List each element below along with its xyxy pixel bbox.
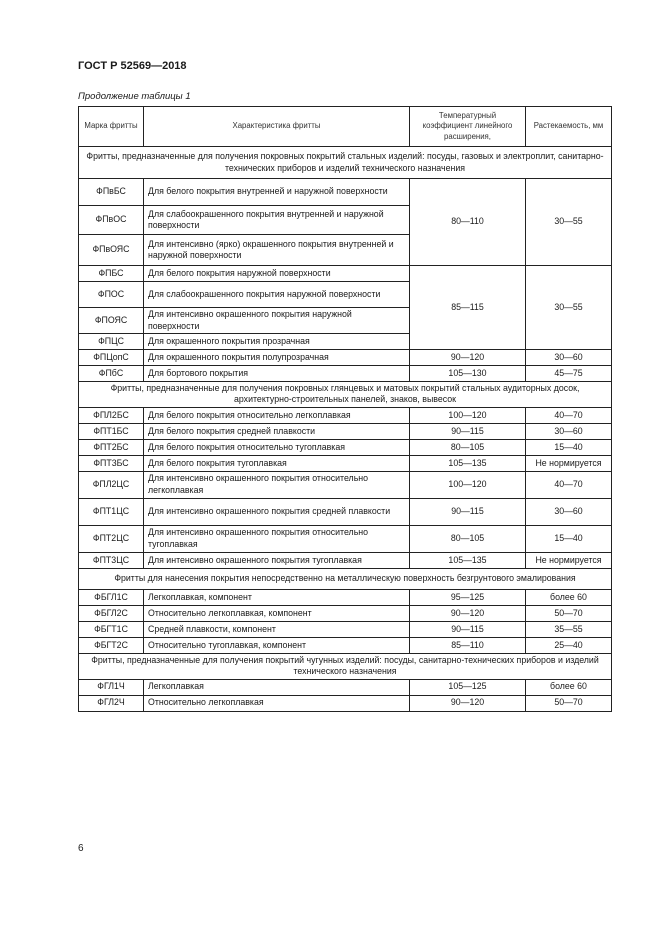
table-row (79, 179, 612, 206)
table-row (79, 439, 612, 455)
header-flow: Растекаемость, мм (526, 107, 612, 147)
frit-characteristic: Относительно тугоплавкая, компонент (144, 637, 410, 653)
flow-value: 15—40 (526, 525, 612, 552)
frit-grade: ФПТ2БС (79, 439, 144, 455)
frit-characteristic: Для белого покрытия наружной поверхности (144, 266, 410, 282)
page-number: 6 (78, 843, 84, 854)
frit-grade: ФПЛ2БС (79, 407, 144, 423)
flow-value: 30—60 (526, 498, 612, 525)
frit-characteristic: Для бортового покрытия (144, 366, 410, 382)
table-row (79, 423, 612, 439)
table-row (79, 679, 612, 695)
table-header-row (79, 107, 612, 147)
frit-grade: ФПТ1ЦС (79, 498, 144, 525)
frit-grade: ФБГТ1С (79, 621, 144, 637)
flow-value: 50—70 (526, 605, 612, 621)
flow-value: более 60 (526, 679, 612, 695)
frit-characteristic: Для белого покрытия внутренней и наружной поверхности (144, 179, 410, 206)
flow-value: 25—40 (526, 637, 612, 653)
frit-characteristic: Легкоплавкая, компонент (144, 589, 410, 605)
table-row (79, 471, 612, 498)
table-row (79, 350, 612, 366)
tklr-value: 105—135 (410, 455, 526, 471)
table-row (79, 589, 612, 605)
frit-characteristic: Для интенсивно окрашенного покрытия средней плавкости (144, 498, 410, 525)
frit-characteristic: Для интенсивно окрашенного покрытия тугоплавкая (144, 552, 410, 568)
table-row (79, 605, 612, 621)
tklr-value: 80—105 (410, 439, 526, 455)
frit-characteristic: Для слабоокрашенного покрытия внутренней и наружной поверхности (144, 206, 410, 235)
frit-grade: ФПБС (79, 266, 144, 282)
frit-grade: ФБГЛ1С (79, 589, 144, 605)
header-tklr: Температурный коэффициент линейного расширения, (410, 107, 526, 147)
table-row (79, 266, 612, 282)
frit-characteristic: Относительно легкоплавкая, компонент (144, 605, 410, 621)
frit-characteristic: Для интенсивно окрашенного покрытия наружной поверхности (144, 308, 410, 334)
tklr-value: 105—130 (410, 366, 526, 382)
table-body (79, 147, 612, 712)
frit-grade: ФПвБС (79, 179, 144, 206)
frit-characteristic: Для окрашенного покрытия прозрачная (144, 334, 410, 350)
frit-grade: ФПвОС (79, 206, 144, 235)
tklr-value: 100—120 (410, 471, 526, 498)
frit-characteristic: Для белого покрытия относительно тугоплавкая (144, 439, 410, 455)
frit-table (78, 106, 612, 712)
table-row (79, 552, 612, 568)
section-header-row (79, 147, 612, 179)
frit-characteristic: Для окрашенного покрытия полупрозрачная (144, 350, 410, 366)
table-row (79, 366, 612, 382)
tklr-value: 95—125 (410, 589, 526, 605)
flow-value: более 60 (526, 589, 612, 605)
flow-value: 40—70 (526, 407, 612, 423)
frit-grade: ФПТ2ЦС (79, 525, 144, 552)
frit-characteristic: Для интенсивно (ярко) окрашенного покрытия внутренней и наружной поверхности (144, 235, 410, 266)
frit-characteristic: Для интенсивно окрашенного покрытия относительно легкоплавкая (144, 471, 410, 498)
tklr-value: 85—110 (410, 637, 526, 653)
frit-characteristic: Средней плавкости, компонент (144, 621, 410, 637)
header-grade: Марка фритты (79, 107, 144, 147)
frit-characteristic: Для интенсивно окрашенного покрытия относительно тугоплавкая (144, 525, 410, 552)
tklr-value: 105—135 (410, 552, 526, 568)
tklr-value: 80—110 (410, 179, 526, 266)
frit-grade: ФБГЛ2С (79, 605, 144, 621)
section-header-row (79, 568, 612, 589)
tklr-value: 80—105 (410, 525, 526, 552)
tklr-value: 90—115 (410, 621, 526, 637)
table-row (79, 407, 612, 423)
frit-grade: ФПЦС (79, 334, 144, 350)
tklr-value: 85—115 (410, 266, 526, 350)
frit-grade: ФПТ1БС (79, 423, 144, 439)
flow-value: 30—60 (526, 350, 612, 366)
section-header-row (79, 653, 612, 679)
document-code: ГОСТ Р 52569—2018 (78, 60, 187, 72)
frit-grade: ФГЛ2Ч (79, 695, 144, 711)
frit-characteristic: Относительно легкоплавкая (144, 695, 410, 711)
frit-grade: ФПвОЯС (79, 235, 144, 266)
flow-value: 35—55 (526, 621, 612, 637)
frit-grade: ФПЛ2ЦС (79, 471, 144, 498)
flow-value: 45—75 (526, 366, 612, 382)
flow-value: 50—70 (526, 695, 612, 711)
table-row (79, 455, 612, 471)
frit-grade: ФПОС (79, 282, 144, 308)
tklr-value: 100—120 (410, 407, 526, 423)
tklr-value: 90—120 (410, 605, 526, 621)
tklr-value: 90—120 (410, 695, 526, 711)
section-title: Фритты, предназначенные для получения покровных покрытий стальных изделий: посуды, газовых и электроплит, санитарно-технических приборов и изделий технического назначения (79, 147, 612, 179)
table-row (79, 695, 612, 711)
table-row (79, 621, 612, 637)
table-row (79, 637, 612, 653)
tklr-value: 90—120 (410, 350, 526, 366)
flow-value: 30—55 (526, 266, 612, 350)
frit-grade: ФГЛ1Ч (79, 679, 144, 695)
flow-value: 30—60 (526, 423, 612, 439)
tklr-value: 90—115 (410, 423, 526, 439)
frit-characteristic: Для белого покрытия тугоплавкая (144, 455, 410, 471)
frit-characteristic: Для слабоокрашенного покрытия наружной поверхности (144, 282, 410, 308)
table-row (79, 498, 612, 525)
frit-grade: ФПОЯС (79, 308, 144, 334)
tklr-value: 90—115 (410, 498, 526, 525)
flow-value: Не нормируется (526, 552, 612, 568)
frit-grade: ФПЦопС (79, 350, 144, 366)
tklr-value: 105—125 (410, 679, 526, 695)
section-title: Фритты для нанесения покрытия непосредственно на металлическую поверхность безгрунтового эмалирования (79, 568, 612, 589)
flow-value: 30—55 (526, 179, 612, 266)
frit-grade: ФБГТ2С (79, 637, 144, 653)
frit-characteristic: Для белого покрытия средней плавкости (144, 423, 410, 439)
flow-value: 15—40 (526, 439, 612, 455)
flow-value: Не нормируется (526, 455, 612, 471)
frit-grade: ФПбС (79, 366, 144, 382)
frit-grade: ФПТ3БС (79, 455, 144, 471)
header-characteristic: Характеристика фритты (144, 107, 410, 147)
frit-grade: ФПТ3ЦС (79, 552, 144, 568)
table-row (79, 525, 612, 552)
section-title: Фритты, предназначенные для получения покровных глянцевых и матовых покрытий стальных аудиторных досок, архитектурно-строительных панелей, знаков, вывесок (79, 382, 612, 408)
table-caption: Продолжение таблицы 1 (78, 91, 191, 102)
frit-characteristic: Для белого покрытия относительно легкоплавкая (144, 407, 410, 423)
frit-characteristic: Легкоплавкая (144, 679, 410, 695)
section-header-row (79, 382, 612, 408)
flow-value: 40—70 (526, 471, 612, 498)
section-title: Фритты, предназначенные для получения покрытий чугунных изделий: посуды, санитарно-технических приборов и изделий технического назначения (79, 653, 612, 679)
